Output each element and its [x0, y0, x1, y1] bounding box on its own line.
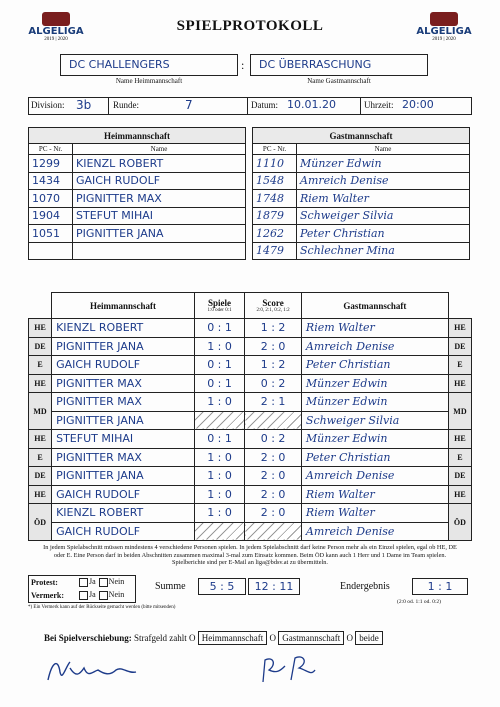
- match-guest-player: Amreich Denise: [301, 467, 448, 486]
- logo-name: ALGELIGA: [28, 26, 84, 37]
- match-home-player: GAICH RUDOLF: [52, 522, 195, 541]
- match-guest-header: Gastmannschaft: [301, 293, 448, 319]
- player-pc: 1434: [29, 172, 73, 190]
- match-code: DE: [29, 467, 52, 486]
- home-signature: [40, 648, 150, 693]
- match-home-player: PIGNITTER JANA: [52, 411, 195, 430]
- match-code: HE: [29, 485, 52, 504]
- match-guest-player: Amreich Denise: [301, 522, 448, 541]
- match-guest-player: Münzer Edwin: [301, 430, 448, 449]
- player-name: Riem Walter: [297, 190, 470, 208]
- round-label: Runde:: [113, 100, 139, 110]
- match-score: 2 : 0: [245, 467, 302, 486]
- option-gastmannschaft[interactable]: Gastmannschaft: [278, 631, 344, 645]
- time-value: 20:00: [402, 98, 434, 111]
- player-pc: 1051: [29, 225, 73, 243]
- match-code: E: [448, 356, 471, 375]
- option-circle[interactable]: O: [269, 633, 276, 643]
- match-score: 2 : 0: [245, 337, 302, 356]
- match-code: HE: [448, 374, 471, 393]
- option-heimmannschaft[interactable]: Heimmannschaft: [198, 631, 267, 645]
- vermerk-ja-checkbox[interactable]: [79, 591, 88, 600]
- match-guest-player: Amreich Denise: [301, 337, 448, 356]
- match-guest-player: Peter Christian: [301, 448, 448, 467]
- match-guest-player: Peter Christian: [301, 356, 448, 375]
- player-pc: 1110: [253, 155, 297, 173]
- logo-name: ALGELIGA: [416, 26, 472, 37]
- name-column-header: Name: [297, 144, 470, 155]
- logo-years: 2019 | 2020: [44, 37, 68, 42]
- home-players-table: [28, 127, 246, 260]
- table-row: [29, 190, 246, 208]
- home-team-label: Name Heimmannschaft: [115, 77, 183, 85]
- summe-spiele: 5 : 5: [198, 578, 246, 595]
- rules-text: In jedem Spielabschnitt müssen mindestens 4 verschiedene Personen spielen. In jedem Spielabschnitt darf keine Person mehr als ein Einzel spielen, egal ob HE, DE oder E. Eine Person darf in beiden Abschnitten zusammen maximal 3-mal zum Einsatz kommen. Beim ÖD kann auch 1 Herr und 1 Dame im Team spielen. Spielberichte sind per E-Mail an liga@bdsv.at zu übermitteln.: [43, 544, 457, 567]
- player-pc: 1548: [253, 172, 297, 190]
- match-spiele: 1 : 0: [194, 467, 244, 486]
- match-home-player: GAICH RUDOLF: [52, 356, 195, 375]
- match-spiele: 1 : 0: [194, 337, 244, 356]
- player-pc: 1299: [29, 155, 73, 173]
- match-guest-player: Münzer Edwin: [301, 393, 448, 412]
- player-name: GAICH RUDOLF: [73, 172, 246, 190]
- match-code: HE: [448, 430, 471, 449]
- name-column-header: Name: [73, 144, 246, 155]
- match-code: E: [29, 448, 52, 467]
- division-value: 3b: [76, 98, 92, 112]
- score-subheader: 2:0, 2:1, 0:2, 1:2: [256, 308, 290, 313]
- guest-signature: [255, 648, 325, 693]
- table-row: [29, 225, 246, 243]
- table-row: [29, 356, 472, 375]
- match-guest-player: Münzer Edwin: [301, 374, 448, 393]
- option-circle[interactable]: O: [189, 633, 196, 643]
- match-code: DE: [29, 337, 52, 356]
- match-guest-player: Riem Walter: [301, 504, 448, 523]
- match-score: 1 : 2: [245, 356, 302, 375]
- match-code: DE: [448, 467, 471, 486]
- player-name: PIGNITTER MAX: [73, 190, 246, 208]
- summe-score: 12 : 11: [248, 578, 300, 595]
- table-row: [29, 374, 472, 393]
- table-row: [29, 448, 472, 467]
- date-label: Datum:: [251, 100, 278, 110]
- match-home-player: PIGNITTER MAX: [52, 393, 195, 412]
- guest-team-name: DC ÜBERRASCHUNG: [259, 58, 372, 71]
- endergebnis-label: Endergebnis: [340, 581, 390, 592]
- guest-team-field: [250, 54, 428, 76]
- division-label: Division:: [31, 100, 65, 110]
- protest-ja-checkbox[interactable]: [79, 578, 88, 587]
- score-header: Score: [262, 298, 284, 308]
- match-code: E: [29, 356, 52, 375]
- endergebnis-value: 1 : 1: [412, 578, 468, 595]
- table-row: [253, 190, 470, 208]
- crossed-cell: [194, 522, 244, 541]
- match-guest-player: Schweiger Silvia: [301, 411, 448, 430]
- verschiebung-label: Bei Spielverschiebung:: [44, 633, 132, 643]
- match-home-player: PIGNITTER JANA: [52, 337, 195, 356]
- match-score: 1 : 2: [245, 319, 302, 338]
- match-spiele: 1 : 0: [194, 485, 244, 504]
- protest-nein-label: Nein: [108, 577, 125, 586]
- match-code: ÖD: [29, 504, 52, 541]
- match-code: HE: [29, 374, 52, 393]
- match-code: MD: [448, 393, 471, 430]
- verschiebung-line: [44, 633, 383, 643]
- vermerk-nein-checkbox[interactable]: [99, 591, 108, 600]
- match-code: E: [448, 448, 471, 467]
- table-row: [29, 411, 472, 430]
- match-spiele: 1 : 0: [194, 504, 244, 523]
- match-home-player: STEFUT MIHAI: [52, 430, 195, 449]
- round-value: 7: [185, 98, 193, 112]
- vermerk-options: [78, 590, 124, 600]
- option-circle[interactable]: O: [346, 633, 353, 643]
- match-code: DE: [448, 337, 471, 356]
- vermerk-label: Vermerk:: [31, 591, 65, 600]
- match-guest-player: Riem Walter: [301, 485, 448, 504]
- footnote: *) Ein Vermerk kann auf der Rückseite gemacht werden (bitte mitsenden): [28, 605, 176, 610]
- protest-nein-checkbox[interactable]: [99, 578, 108, 587]
- player-name: KIENZL ROBERT: [73, 155, 246, 173]
- match-code: HE: [29, 430, 52, 449]
- table-row: [29, 207, 246, 225]
- spiele-header: Spiele: [208, 298, 232, 308]
- match-score: 2 : 1: [245, 393, 302, 412]
- table-row: [253, 242, 470, 260]
- match-spiele: 0 : 1: [194, 430, 244, 449]
- protest-options: [78, 577, 124, 587]
- verschiebung-text: Strafgeld zahlt: [134, 633, 187, 643]
- home-players-header: Heimmannschaft: [29, 128, 246, 144]
- table-row: [253, 155, 470, 173]
- option-beide[interactable]: beide: [355, 631, 383, 645]
- match-spiele: 0 : 1: [194, 319, 244, 338]
- match-score: 0 : 2: [245, 374, 302, 393]
- match-code: ÖD: [448, 504, 471, 541]
- guest-players-table: [252, 127, 470, 260]
- player-pc: 1262: [253, 225, 297, 243]
- match-code: HE: [448, 485, 471, 504]
- match-spiele: 0 : 1: [194, 374, 244, 393]
- match-code: MD: [29, 393, 52, 430]
- table-row: [29, 467, 472, 486]
- protest-ja-label: Ja: [89, 577, 96, 586]
- logo-years: 2019 | 2020: [432, 37, 456, 42]
- player-pc: 1748: [253, 190, 297, 208]
- spiele-subheader: 1:0 oder 0:1: [207, 308, 232, 313]
- player-pc: 1479: [253, 242, 297, 260]
- match-score: 2 : 0: [245, 485, 302, 504]
- player-name: Schlechner Mina: [297, 242, 470, 260]
- player-name: Amreich Denise: [297, 172, 470, 190]
- protest-label: Protest:: [31, 578, 58, 587]
- match-spiele: 1 : 0: [194, 448, 244, 467]
- match-home-header: Heimmannschaft: [52, 293, 195, 319]
- match-home-player: PIGNITTER JANA: [52, 467, 195, 486]
- table-row: [29, 337, 472, 356]
- pc-column-header: PC - Nr.: [253, 144, 297, 155]
- table-row: [253, 207, 470, 225]
- crossed-cell: [245, 411, 302, 430]
- player-name: STEFUT MIHAI: [73, 207, 246, 225]
- match-code: HE: [448, 319, 471, 338]
- match-home-player: GAICH RUDOLF: [52, 485, 195, 504]
- match-score: 2 : 0: [245, 448, 302, 467]
- pc-column-header: PC - Nr.: [29, 144, 73, 155]
- crossed-cell: [194, 411, 244, 430]
- table-row: [29, 430, 472, 449]
- player-name: PIGNITTER JANA: [73, 225, 246, 243]
- guest-players-header: Gastmannschaft: [253, 128, 470, 144]
- vermerk-nein-label: Nein: [108, 590, 125, 599]
- home-team-name: DC CHALLENGERS: [69, 58, 170, 71]
- match-score: 2 : 0: [245, 504, 302, 523]
- player-name: Peter Christian: [297, 225, 470, 243]
- player-pc: 1879: [253, 207, 297, 225]
- summe-label: Summe: [155, 581, 186, 592]
- table-row: [29, 242, 246, 260]
- match-score: 0 : 2: [245, 430, 302, 449]
- page-title: SPIELPROTOKOLL: [176, 18, 324, 34]
- endergebnis-note: (2:0 od. 1:1 od. 0:2): [397, 599, 441, 605]
- player-pc: [29, 242, 73, 260]
- table-row: [29, 393, 472, 412]
- match-home-player: KIENZL ROBERT: [52, 504, 195, 523]
- time-label: Uhrzeit:: [364, 100, 394, 110]
- team-separator: :: [241, 58, 245, 72]
- table-row: [29, 155, 246, 173]
- player-name: Münzer Edwin: [297, 155, 470, 173]
- table-row: [29, 485, 472, 504]
- table-row: [29, 319, 472, 338]
- crossed-cell: [245, 522, 302, 541]
- date-value: 10.01.20: [287, 98, 336, 111]
- home-team-field: [60, 54, 238, 76]
- match-home-player: PIGNITTER MAX: [52, 448, 195, 467]
- match-code: HE: [29, 319, 52, 338]
- table-row: [253, 225, 470, 243]
- match-spiele: 0 : 1: [194, 356, 244, 375]
- match-table: [28, 292, 472, 541]
- player-name: Schweiger Silvia: [297, 207, 470, 225]
- guest-team-label: Name Gastmannschaft: [307, 77, 371, 85]
- match-guest-player: Riem Walter: [301, 319, 448, 338]
- match-home-player: PIGNITTER MAX: [52, 374, 195, 393]
- table-row: [253, 172, 470, 190]
- match-spiele: 1 : 0: [194, 393, 244, 412]
- match-home-player: KIENZL ROBERT: [52, 319, 195, 338]
- table-row: [29, 504, 472, 523]
- player-pc: 1070: [29, 190, 73, 208]
- table-row: [29, 172, 246, 190]
- table-row: [29, 522, 472, 541]
- player-name: [73, 242, 246, 260]
- player-pc: 1904: [29, 207, 73, 225]
- vermerk-ja-label: Ja: [89, 590, 96, 599]
